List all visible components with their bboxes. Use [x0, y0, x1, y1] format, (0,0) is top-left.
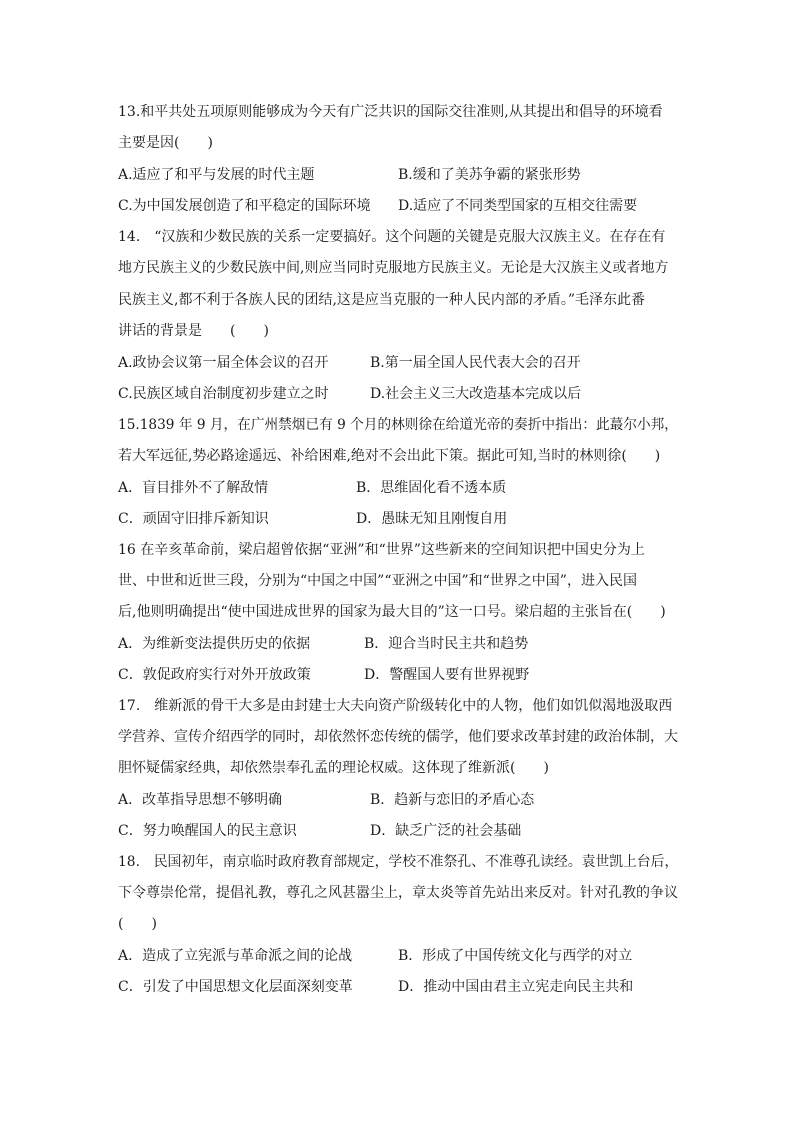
question-stem-line: 胆怀疑儒家经典，却依然崇奉孔孟的理论权威。这体现了维新派( ): [118, 760, 549, 776]
option-c: C.为中国发展创造了和平稳定的国际环境: [118, 198, 371, 214]
option-b: B．形成了中国传统文化与西学的对立: [398, 948, 633, 964]
option-b: B．趋新与恋旧的矛盾心态: [370, 792, 535, 808]
option-b: B.第一届全国人民代表大会的召开: [370, 355, 581, 371]
question-stem-line: 16 在辛亥革命前，梁启超曾依据“亚洲”和“世界”这些新来的空间知识把中国史分为上: [118, 542, 645, 558]
question-stem-line: 后,他则明确提出“使中国进成世界的国家为最大目的”这一口号。梁启超的主张旨在( ): [118, 604, 666, 620]
question-stem-line: 14. “汉族和少数民族的关系一定要搞好。这个问题的关键是克服大汉族主义。在存在有: [118, 229, 666, 245]
question-stem-line: 讲话的背景是 ( ): [118, 323, 269, 339]
option-a: A．改革指导思想不够明确: [118, 792, 283, 808]
option-c: C．努力唤醒国人的民主意识: [118, 823, 297, 839]
question-stem-line: 15.1839 年 9 月，在广州禁烟已有 9 个月的林则徐在给道光帝的奏折中指出：此蕞尔小邦，: [118, 417, 678, 433]
option-b: B．思维固化看不透本质: [356, 480, 507, 496]
option-c: C．敦促政府实行对外开放政策: [118, 667, 311, 683]
option-b: B．迎合当时民主共和趋势: [364, 636, 529, 652]
option-a: A.适应了和平与发展的时代主题: [118, 167, 315, 183]
question-stem-line: 主要是因( ): [118, 135, 213, 151]
option-d: D．推动中国由君主立宪走向民主共和: [398, 979, 634, 995]
option-a: A．盲目排外不了解敌情: [118, 480, 269, 496]
option-d: D.适应了不同类型国家的互相交往需要: [398, 198, 638, 214]
option-d: D.社会主义三大改造基本完成以后: [370, 386, 582, 402]
option-b: B.缓和了美苏争霸的紧张形势: [398, 167, 581, 183]
option-a: A.政协会议第一届全体会议的召开: [118, 355, 329, 371]
question-stem-line: 民族主义,都不利于各族人民的团结,这是应当克服的一种人民内部的矛盾。”毛泽东此番: [118, 292, 646, 308]
question-stem-line: 18. 民国初年，南京临时政府教育部规定，学校不准祭孔、不准尊孔读经。袁世凯上台后，: [118, 854, 679, 870]
question-stem-line: 13.和平共处五项原则能够成为今天有广泛共识的国际交往准则,从其提出和倡导的环境看: [118, 104, 663, 120]
question-stem-line: 学营养、宣传介绍西学的同时，却依然怀恋传统的儒学，他们要求改革封建的政治体制，大: [118, 729, 678, 745]
question-stem-line: 下令尊崇伦常，提倡礼教，尊孔之风甚嚣尘上，章太炎等首先站出来反对。针对孔教的争议: [118, 885, 678, 901]
question-stem-line: 17. 维新派的骨干大多是由封建士大夫向资产阶级转化中的人物，他们如饥似渴地汲取西: [118, 698, 673, 714]
option-d: D．警醒国人要有世界视野: [364, 667, 530, 683]
option-c: C．引发了中国思想文化层面深刻变革: [118, 979, 353, 995]
option-c: C.民族区域自治制度初步建立之时: [118, 386, 329, 402]
option-d: D．愚昧无知且刚愎自用: [356, 511, 508, 527]
question-stem-line: 世、中世和近世三段，分别为“中国之中国”“亚洲之中国”和“世界之中国”，进入民国: [118, 573, 637, 589]
option-d: D．缺乏广泛的社会基础: [370, 823, 522, 839]
option-a: A．为维新变法提供历史的依据: [118, 636, 311, 652]
option-c: C．顽固守旧排斥新知识: [118, 511, 269, 527]
question-stem-line: ( ): [118, 916, 157, 932]
option-a: A．造成了立宪派与革命派之间的论战: [118, 948, 353, 964]
question-stem-line: 若大军远征,势必路途遥远、补给困难,绝对不会出此下策。据此可知,当时的林则徐( ): [118, 448, 661, 464]
question-stem-line: 地方民族主义的少数民族中间,则应当同时克服地方民族主义。无论是大汉族主义或者地方: [118, 260, 669, 276]
